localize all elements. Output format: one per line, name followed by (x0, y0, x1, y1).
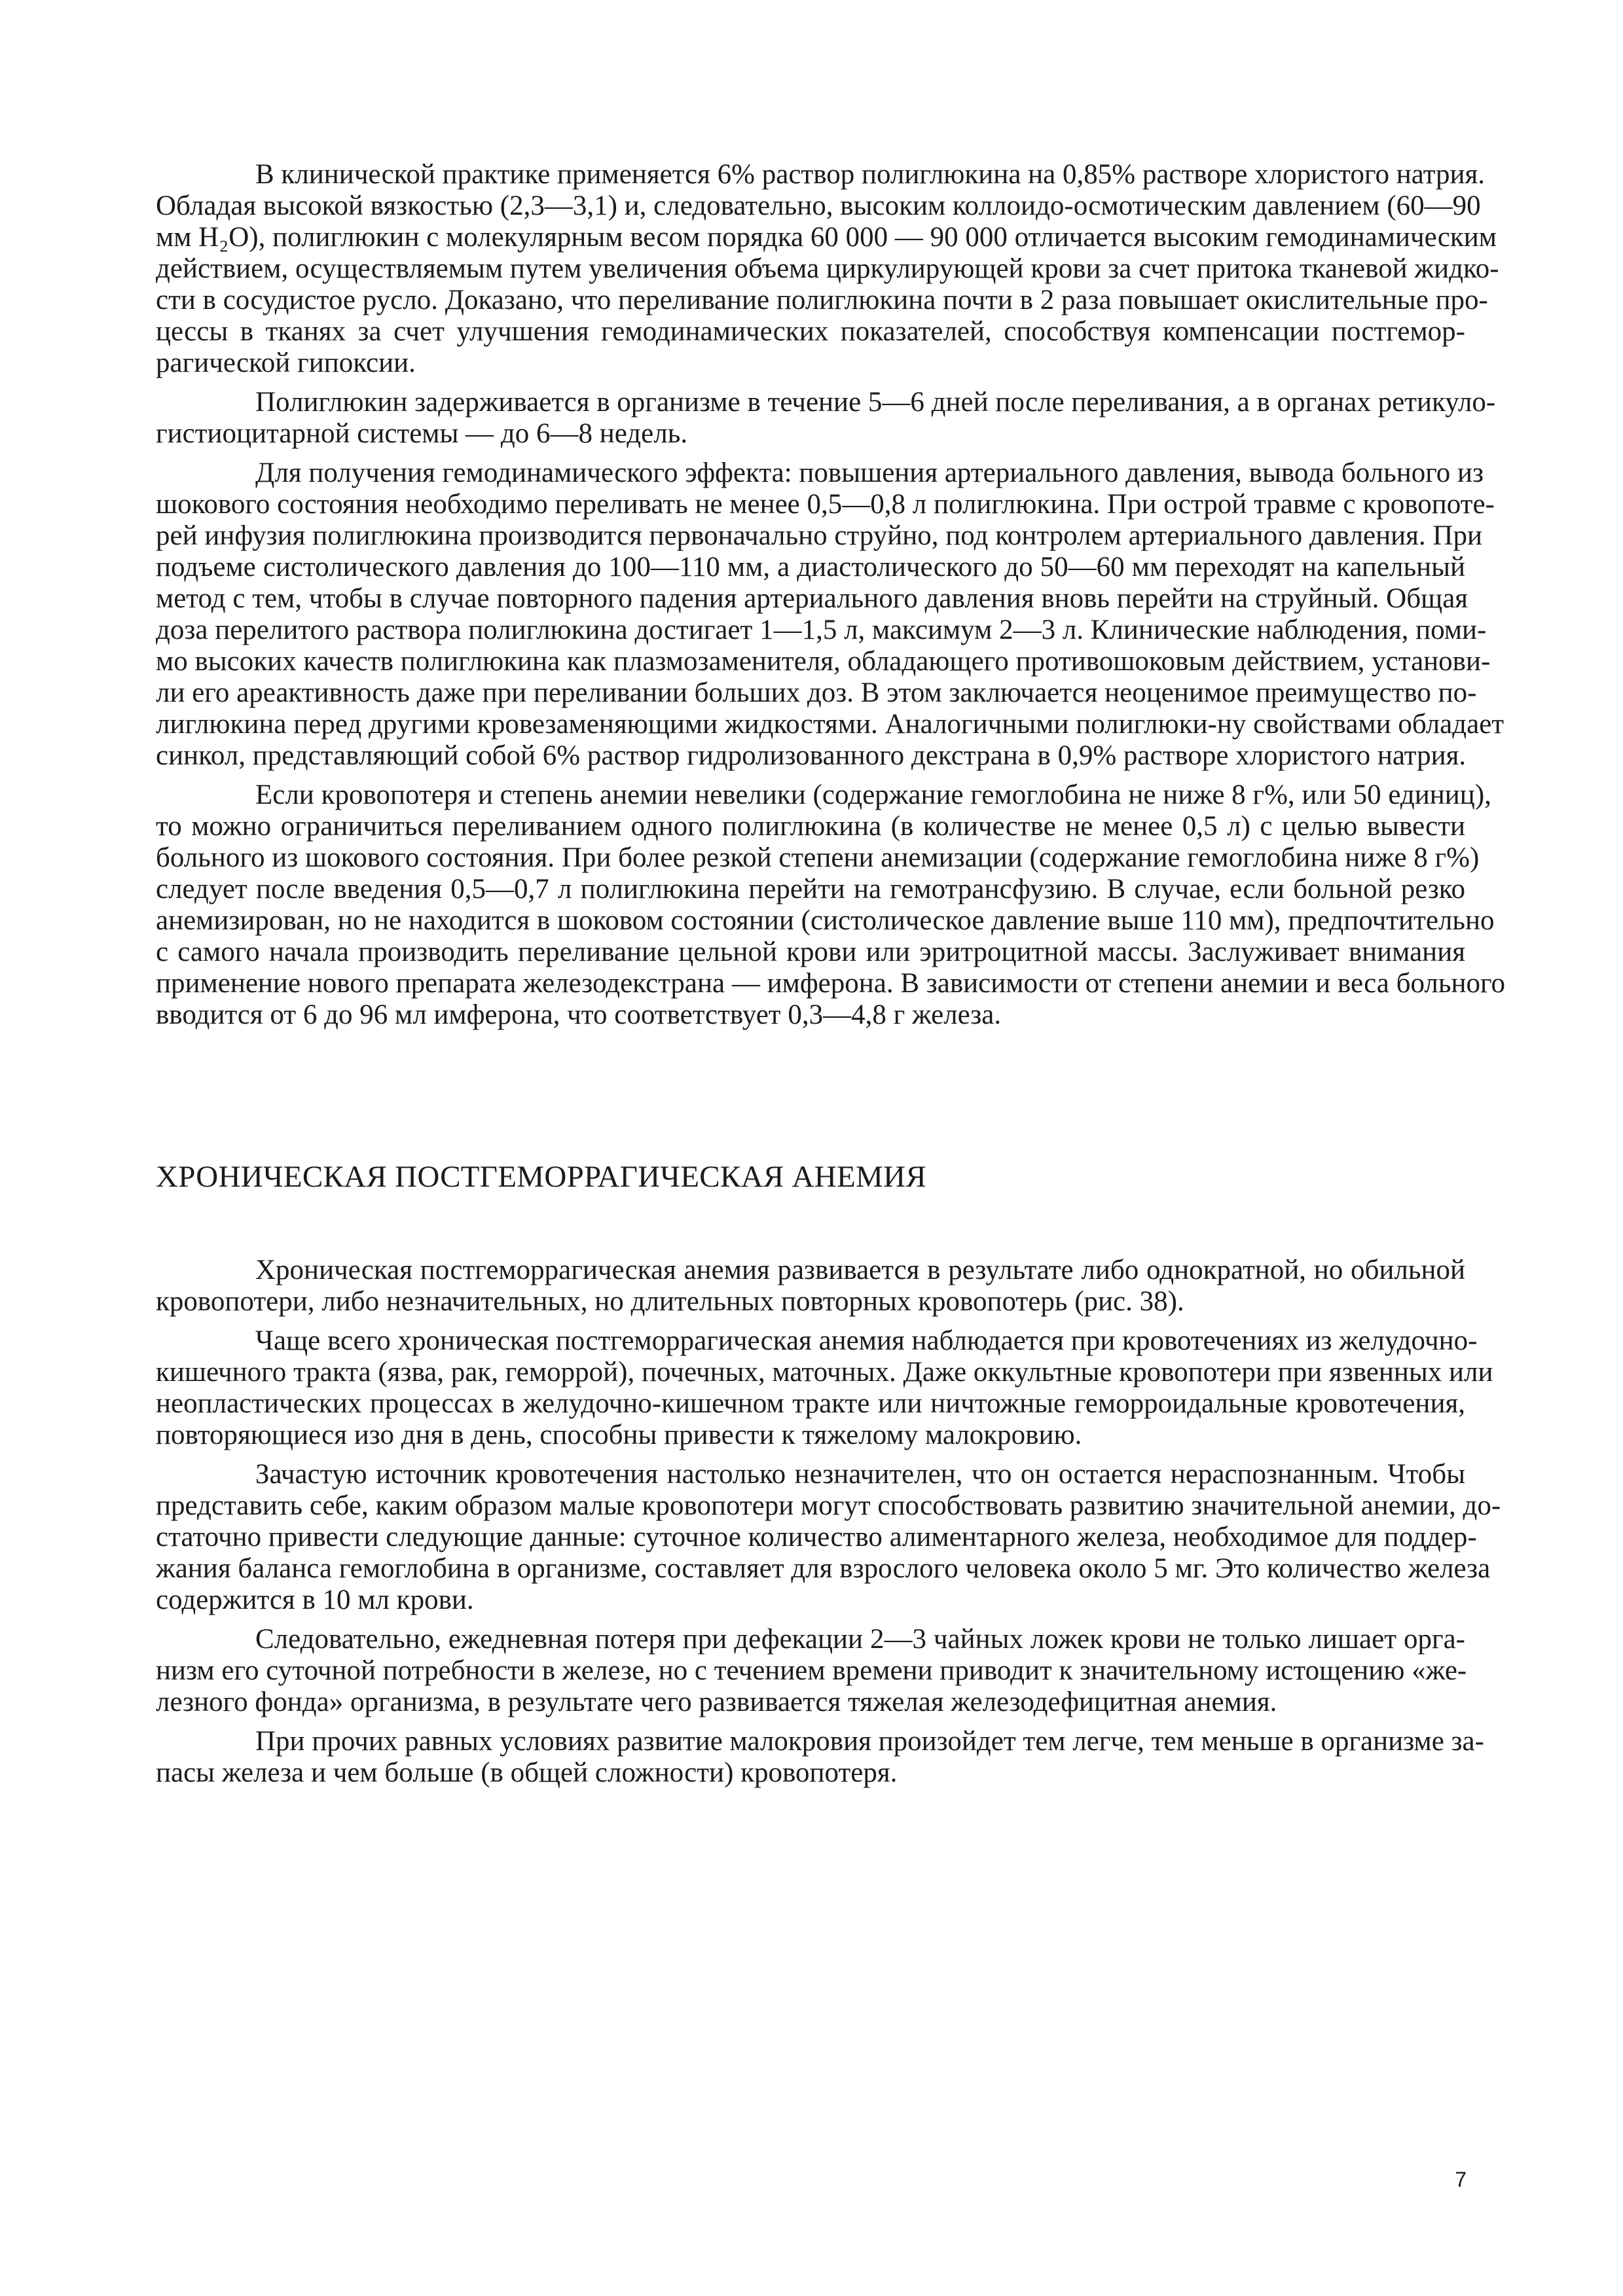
text-line: пасы железа и чем больше (в общей сложности) кровопотеря. (156, 1757, 898, 1788)
text-line: подъеме систолического давления до 100—110 мм, а диастолического до 50—60 мм переходят на капельный (156, 552, 1465, 583)
text-line: жания баланса гемоглобина в организме, составляет для взрослого человека около 5 мг. Это количество железа (156, 1553, 1491, 1584)
text-line: При прочих равных условиях развитие малокровия произойдет тем легче, тем меньше в организме за- (255, 1726, 1484, 1757)
text-line: представить себе, каким образом малые кровопотери могут способствовать развитию значительной анемии, до- (156, 1490, 1501, 1521)
text-line: мо высоких качеств полиглюкина как плазмозаменителя, обладающего противошоковым действием, установи- (156, 646, 1491, 677)
text-line: кровопотери, либо незначительных, но длительных повторных кровопотерь (рис. 38). (156, 1286, 1184, 1317)
text-line: то можно ограничиться переливанием одного полиглюкина (в количестве не менее 0,5 л) с целью вывести (156, 811, 1465, 842)
text-line: мм H₂O), полиглюкин с молекулярным весом порядка 60 000 — 90 000 отличается высоким гемодинамическим (156, 222, 1497, 253)
paragraph-hemodynamic-effect (156, 457, 1504, 772)
text-line: Следовательно, ежедневная потеря при дефекации 2—3 чайных ложек крови не только лишает орга- (255, 1624, 1465, 1655)
text-line: гистиоцитарной системы — до 6—8 недель. (156, 418, 688, 449)
paragraph-mild-anemia (156, 780, 1506, 1031)
text-line: неопластических процессах в желудочно-кишечном тракте или ничтожные геморроидальные кровотечения, (156, 1388, 1465, 1419)
text-line: Зачастую источник кровотечения настолько незначителен, что он остается нераспознанным. Чтобы (255, 1459, 1465, 1490)
text-line: рагической гипоксии. (156, 348, 416, 378)
text-line: действием, осуществляемым путем увеличения объема циркулирующей крови за счет притока тканевой жидко- (156, 253, 1499, 284)
text-line: лезного фонда» организма, в результате чего развивается тяжелая железодефицитная анемия. (156, 1687, 1277, 1717)
text-line: доза перелитого раствора полиглюкина достигает 1—1,5 л, максимум 2—3 л. Клинические наблюдения, поми- (156, 615, 1487, 645)
text-line: Для получения гемодинамического эффекта: повышения артериального давления, вывода больного из (255, 457, 1484, 488)
text-line: с самого начала производить переливание цельной крови или эритроцитной массы. Заслуживает внимания (156, 937, 1465, 967)
paragraph-chronic-definition (156, 1255, 1465, 1318)
text-line: статочно привести следующие данные: суточное количество алиментарного железа, необходимое для поддер- (156, 1522, 1477, 1552)
text-line: повторяющиеся изо дня в день, способны привести к тяжелому малокровию. (156, 1420, 1082, 1450)
text-line: В клинической практике применяется 6% раствор полиглюкина на 0,85% растворе хлористого натрия. (255, 159, 1486, 190)
text-line: Полиглюкин задерживается в организме в течение 5—6 дней после переливания, а в органах ретикуло- (255, 387, 1496, 418)
text-line: метод с тем, чтобы в случае повторного падения артериального давления вновь перейти на струйный. Общая (156, 583, 1468, 614)
text-line: анемизирован, но не находится в шоковом состоянии (систолическое давление выше 110 мм), предпочтительно (156, 905, 1495, 936)
text-line: ли его ареактивность даже при переливании больших доз. В этом заключается неоценимое преимущество по- (156, 677, 1477, 708)
text-line: Хроническая постгеморрагическая анемия развивается в результате либо однократной, но обильной (255, 1255, 1465, 1285)
text-line: низм его суточной потребности в железе, но с течением времени приводит к значительному истощению «же- (156, 1655, 1467, 1686)
text-line: кишечного тракта (язва, рак, геморрой), почечных, маточных. Даже оккультные кровопотери при язвенных или (156, 1357, 1493, 1388)
text-block-acute (156, 159, 1506, 1039)
text-line: лиглюкина перед другими кровезаменяющими жидкостями. Аналогичными полиглюки-ну свойствами обладает (156, 709, 1504, 740)
text-line: рей инфузия полиглюкина производится первоначально струйно, под контролем артериального давления. При (156, 520, 1482, 551)
text-line: сти в сосудистое русло. Доказано, что переливание полиглюкина почти в 2 раза повышает окислительные про- (156, 285, 1488, 315)
text-line: Обладая высокой вязкостью (2,3—3,1) и, следовательно, высоким коллоидо-осмотическим давлением (60—90 (156, 190, 1481, 221)
text-line: содержится в 10 мл крови. (156, 1585, 474, 1615)
text-line: синкол, представляющий собой 6% раствор гидролизованного декстрана в 0,9% растворе хлористого натрия. (156, 740, 1467, 771)
text-line: цессы в тканях за счет улучшения гемодинамических показателей, способствуя компенсации постгемор- (156, 316, 1465, 347)
text-line: Если кровопотеря и степень анемии невелики (содержание гемоглобина не ниже 8 г%, или 50 единиц), (255, 780, 1491, 810)
text-line: вводится от 6 до 96 мл имферона, что соответствует 0,3—4,8 г железа. (156, 999, 1002, 1030)
paragraph-polyglukin-solution (156, 159, 1499, 379)
text-block-chronic (156, 1255, 1501, 1797)
text-line: применение нового препарата железодекстрана — имферона. В зависимости от степени анемии и веса больного (156, 968, 1506, 999)
paragraph-chronic-causes (156, 1325, 1493, 1451)
text-line: Чаще всего хроническая постгеморрагическая анемия наблюдается при кровотечениях из желудочно- (255, 1325, 1478, 1356)
paragraph-iron-reserves (156, 1726, 1484, 1789)
paragraph-polyglukin-retention (156, 387, 1496, 450)
text-line: шокового состояния необходимо переливать не менее 0,5—0,8 л полиглюкина. При острой травме с кровопоте- (156, 489, 1495, 520)
page-number: 7 (1455, 2168, 1467, 2191)
section-heading: ХРОНИЧЕСКАЯ ПОСТГЕМОРРАГИЧЕСКАЯ АНЕМИЯ (156, 1160, 926, 1194)
paragraph-daily-loss (156, 1624, 1465, 1718)
text-line: следует после введения 0,5—0,7 л полиглюкина перейти на гемотрансфузию. В случае, если больной резко (156, 874, 1465, 905)
paragraph-bleeding-source (156, 1459, 1501, 1616)
text-line: больного из шокового состояния. При более резкой степени анемизации (содержание гемоглобина ниже 8 г%) (156, 842, 1480, 873)
